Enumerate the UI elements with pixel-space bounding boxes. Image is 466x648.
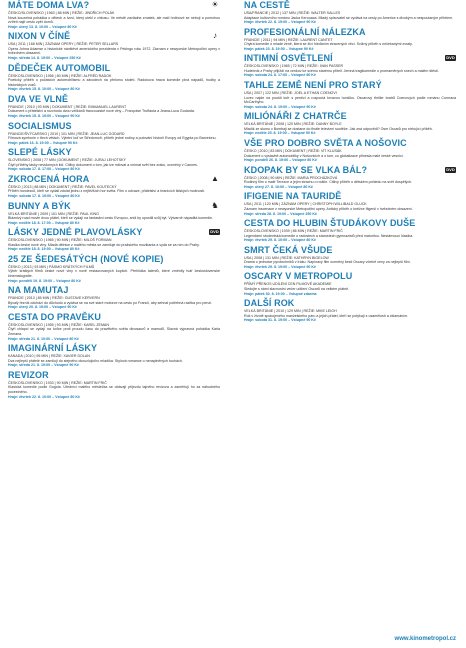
film-entry <box>8 201 220 226</box>
sun-icon: ☀ <box>211 0 219 9</box>
film-title[interactable]: DVA VE VLNĚ <box>8 93 69 104</box>
film-entry <box>8 312 220 341</box>
screening-info: Hraje: středa 14. 8. 19:00 – Vstupné 250 Kč <box>8 55 81 60</box>
box-icon: DVD <box>446 55 455 61</box>
film-meta: FRANCIE/ŠVÝCARSKO | 2010 | 101 MIN | REŽIE: JEAN-LUC GODARD <box>8 131 125 136</box>
screening-info: Hraje: sobota 24. 8. 17:00 – Vstupné 80 Kč <box>244 73 316 78</box>
film-title[interactable]: INTIMNÍ OSVĚTLENÍ <box>244 53 333 64</box>
film-description: Dokument o výstavbě automobilky v Nošovicích a o tom, co globalizace přinesla malé české vesnici. <box>244 153 404 158</box>
screening-info: Hraje: čtvrtek 29. 8. 10:00 – Vstupné 80 Kč <box>244 238 316 243</box>
film-entry <box>8 254 220 283</box>
film-entry <box>244 298 456 323</box>
film-description: Čtyři příběhy lásky nevidomých lidí. Citlivý dokument o tom, jak lze milovat a vnímat svět bez zraku, oceněný v Cannes. <box>8 162 198 167</box>
film-entry <box>8 343 220 368</box>
screening-info: Hraje: pátek 16. 8. 19:00 – Vstupné 90 Kč <box>8 140 78 145</box>
screening-info: Hraje: úterý 27. 8. 10:00 – Vstupné 80 Kč <box>244 184 313 189</box>
film-entry <box>244 111 456 136</box>
film-title[interactable]: CESTA DO PRAVĚKU <box>8 311 101 322</box>
film-title[interactable]: REVIZOR <box>8 369 49 380</box>
film-title[interactable]: 25 ZE ŠEDESÁTÝCH (NOVÉ KOPIE) <box>8 253 164 264</box>
film-meta: USA/FRANCIE | 2012 | 137 MIN | REŽIE: WALTER SALLES <box>244 11 341 15</box>
film-title[interactable]: TAHLE ZEMĚ NENÍ PRO STARÝ <box>244 80 382 91</box>
film-entry <box>8 370 220 399</box>
film-description: Příběh horolezců, kteří se vydali zdolat jednu z nejtěžších hor světa. Film o odvaze, přátelství a hranicích lidských možností. <box>8 189 206 194</box>
screening-info: Hraje: středa 28. 8. 19:00 – Vstupné 250 Kč <box>244 211 317 216</box>
film-description: Dva nejlepší přátelé se zamilují do stejného okouzlujícího mladíka. Stylová romance o nenaplněných touhách. <box>8 358 183 363</box>
film-title[interactable]: SOCIALISMUS <box>8 120 72 131</box>
film-title[interactable]: DALŠÍ ROK <box>244 298 295 309</box>
screening-info: Hraje: čtvrtek 15. 8. 10:00 – Vstupné 80 Kč <box>8 87 80 92</box>
screening-info: Hraje: čtvrtek 22. 8. 19:00 – Vstupné 90 Kč <box>244 20 316 25</box>
film-description: Výběr krátkých filmů české nové vlny v nově restaurovaných kopiích. Přehlídka talentů, které změnily tvář československé kinematografie. <box>8 269 220 279</box>
film-title[interactable]: KDOPAK BY SE VLKA BÁL? <box>244 164 368 175</box>
box-icon: DVD <box>210 229 219 235</box>
film-description: Poetický příběh o počátcích automobilismu a závodech na přelomu století. Radokova hravá komedie plná nápadů, hudby a historických vozů. <box>8 78 220 87</box>
film-meta: ČESKOSLOVENSKO | 1965 | 72 MIN | REŽIE: IVAN PASSER <box>244 64 344 69</box>
film-description: Mladík ze slumu v Bombaji se dostane do finále televizní soutěže. Jak zná odpovědi? Osm Oscarů pro strhující příběh. <box>244 126 433 131</box>
film-entry <box>244 27 456 52</box>
film-entry <box>244 138 456 163</box>
film-description: Dokument o přátelství a rozchodu dvou velikánů francouzské nové vlny – Françoise Truffauta a Jeana-Luca Godarda. <box>8 109 195 114</box>
screening-info: Hraje: čtvrtek 15. 8. 19:00 – Vstupné 90 Kč <box>8 113 80 118</box>
film-title[interactable]: OSCARY V METROPOLU <box>244 271 353 282</box>
screening-info: Hraje: pondělí 19. 8. 19:00 – Vstupné 80 Kč <box>8 278 81 283</box>
film-description: Bláznivý road movie dvou přátel, kteří se vydají na fantaskní cestu Evropou, aniž by opustili svůj byt. Výtvarně nápaditá komedie. <box>8 216 213 221</box>
film-entry <box>8 63 220 92</box>
film-meta: USA | 2011 | 168 MIN | ZÁZNAM OPERY | REŽIE: PETER SELLARS <box>8 42 119 47</box>
screening-info: Hraje: neděle 18. 8. 17:00 – Vstupné 80 Kč <box>8 220 80 225</box>
film-meta: FRANCIE | 2010 | 93 MIN | DOKUMENT | REŽIE: EMMANUEL LAURENT <box>8 104 127 109</box>
film-entry <box>244 245 456 270</box>
film-meta: USA | 2011 | 120 MIN | ZÁZNAM OPERY | CHRISTOPH WILLIBALD GLUCK <box>244 202 367 207</box>
screening-info: Hraje: sobota 24. 8. 19:00 – Vstupné 90 Kč <box>244 104 316 109</box>
film-meta: ČESKO | 2013 | 88 MIN | DOKUMENT | REŽIE: PAVEL KOUTECKÝ <box>8 184 117 189</box>
screening-info: Hraje: pátek 30. 8. 19:00 – Vstupné zdarma <box>244 291 317 296</box>
film-description: Nová kouzelná pohádka o dětech a lvovi, který utekl z cirkusu. Ve městě zavládne zmatek, ale malí hrdinové se nebojí a pomohou zvířeti najít cestu zpět domů. <box>8 15 220 25</box>
film-meta: ČESKOSLOVENSKO | 1955 | 93 MIN | REŽIE: KAREL ZEMAN <box>8 322 109 327</box>
film-entry <box>244 80 456 109</box>
film-meta: PŘÍMÝ PŘENOS UDÍLENÍ CEN FILMOVÉ AKADEMIE <box>244 282 332 287</box>
film-meta: FRANCIE | 2011 | 94 MIN | REŽIE: LAURENT CANTET <box>244 37 333 42</box>
screening-info: Hraje: pátek 23. 8. 19:00 – Vstupné 90 Kč <box>244 46 314 51</box>
film-entry <box>8 147 220 172</box>
screening-info: Hraje: čtvrtek 29. 8. 19:00 – Vstupné 90 Kč <box>244 264 316 269</box>
film-title[interactable]: ZKROCENÁ HORA <box>8 173 90 184</box>
film-entry <box>8 0 220 29</box>
screening-info: Hraje: neděle 25. 8. 19:00 – Vstupné 90 Kč <box>244 131 316 136</box>
screening-info: Hraje: středa 21. 8. 10:00 – Vstupné 80 Kč <box>8 336 79 341</box>
film-meta: ČESKOSLOVENSKO | 1956 | 80 MIN | REŽIE: ALFRÉD RADOK <box>8 73 112 78</box>
screening-info: Hraje: neděle 18. 8. 19:00 – Vstupné 80 Kč <box>8 247 80 252</box>
film-title[interactable]: BUNNY A BÝK <box>8 200 71 211</box>
film-title[interactable]: MÁTE DOMA LVA? <box>8 0 90 10</box>
film-meta: KANADA | 2010 | 95 MIN | REŽIE: XAVIER DOLAN <box>8 354 90 359</box>
film-entry <box>8 121 220 146</box>
film-title[interactable]: IMAGINÁRNÍ LÁSKY <box>8 343 98 354</box>
screening-info: Hraje: čtvrtek 22. 8. 10:00 – Vstupné 80 Kč <box>8 394 80 399</box>
horse-icon: ♞ <box>211 200 219 210</box>
film-description: Hudebník z Prahy přijíždí na venkov ke svému starému příteli. Jemná tragikomedie o promarněných snech a malém štěstí. <box>244 68 439 73</box>
film-entry <box>244 271 456 296</box>
film-title[interactable]: SLEPÉ LÁSKY <box>8 147 72 158</box>
film-meta: ČESKOSLOVENSKO | 1939 | 86 MIN | REŽIE: MARTIN FRIČ <box>244 229 343 234</box>
film-description: Rok v životě spokojeného manželského páru a jejich přátel, kteří se potýkají s osamělostí a zklamáním. <box>244 313 409 318</box>
screening-info: Hraje: pondělí 26. 8. 19:00 – Vstupné 80 Kč <box>244 158 317 163</box>
film-description: Lovec najde na poušti kufr s penězi a rozpoutá krvavou honičku. Oscarový thriller bratrů Coenových podle románu Cormaca McCarthyho. <box>244 95 456 105</box>
film-entry <box>244 53 456 78</box>
film-title[interactable]: CESTA DO HLUBIN ŠTUDÁKOVY DUŠE <box>244 218 416 229</box>
box-icon: DVD <box>446 166 455 172</box>
film-entry <box>8 31 220 60</box>
film-entry <box>8 94 220 119</box>
film-meta: SLOVENSKO | 2008 | 77 MIN | DOKUMENT | REŽIE: JURAJ LEHOTSKÝ <box>8 158 126 163</box>
screening-info: Hraje: sobota 17. 8. 17:00 – Vstupné 80 Kč <box>8 167 80 172</box>
film-title[interactable]: SMRT ČEKÁ VŠUDE <box>244 244 333 255</box>
mountain-icon: ▲ <box>211 173 219 183</box>
film-meta: FRANCIE | 2013 | 85 MIN | REŽIE: GUSTAVE KERVERN <box>8 296 100 301</box>
film-description: Legendární studentská komedie o radostech a starostech gymnazistů před maturitou. Nestárnoucí klasika. <box>244 233 414 238</box>
film-entry <box>8 174 220 199</box>
film-meta: ČESKO | 2008 | 90 MIN | REŽIE: MARIA PROCHÁZKOVÁ <box>244 175 338 180</box>
film-title[interactable]: NIXON V ČÍNĚ <box>8 31 71 42</box>
screening-info: Hraje: úterý 13. 8. 10:00 – Vstupné 80 Kč <box>8 24 77 29</box>
film-description: Sledujte s námi slavnostní večer udílení Oscarů na velkém plátně. <box>244 286 350 291</box>
film-meta: ČESKOSLOVENSKO | 1965 | 90 MIN | REŽIE: MILOŠ FORMAN <box>8 238 112 243</box>
film-meta: USA | 2007 | 122 MIN | REŽIE: JOEL A ETHAN COENOVI <box>244 91 337 96</box>
film-description: Drama o jednotce pyrotechniků v Iráku. Napínavý film oceněný šesti Oscary včetně ceny za nejlepší film. <box>244 260 411 265</box>
film-meta: VELKÁ BRITÁNIE | 2009 | 101 MIN | REŽIE: PAUL KING <box>8 211 99 216</box>
film-description: Bývalý řezník odchází do důchodu a vydává se na své staré motorce na cestu po Francii, aby sehnal potřebná razítka pro penzi. <box>8 300 212 305</box>
film-title[interactable]: NA MAMUTAJ <box>8 285 69 296</box>
screening-info: Hraje: sobota 31. 8. 19:00 – Vstupné 90 Kč <box>244 318 316 323</box>
film-description: Záznam inscenace z newyorské Metropolitní opery. Antický příběh o kněžce Ifigenii v hvězdném obsazení. <box>244 206 413 211</box>
film-title[interactable]: LÁSKY JEDNÉ PLAVOVLÁSKY <box>8 227 143 238</box>
screening-info: Hraje: sobota 17. 8. 19:00 – Vstupné 80 Kč <box>8 194 80 198</box>
left-column <box>8 0 220 401</box>
film-entry <box>8 285 220 310</box>
film-entry <box>244 218 456 243</box>
right-column <box>244 0 456 325</box>
film-entry <box>244 165 456 190</box>
film-description: Chytrá komedie o mladé ženě, která se živí hledáním ztracených věcí. Svižný příběh s nečekanými zvraty. <box>244 42 413 47</box>
film-meta: ČESKOSLOVENSKO | 1933 | 90 MIN | REŽIE: MARTIN FRIČ <box>8 380 107 385</box>
film-entry <box>244 191 456 216</box>
film-meta: ČESKO | 2013 | 93 MIN | PÁSMO KRÁTKÝCH FILMŮ <box>8 264 95 269</box>
film-meta: USA | 2008 | 131 MIN | REŽIE: KATHRYN BIGELOW <box>244 255 329 260</box>
website-link[interactable]: www.kinometropol.cz <box>394 636 456 642</box>
film-title[interactable]: VŠE PRO DOBRO SVĚTA A NOŠOVIC <box>244 138 407 149</box>
film-title[interactable]: MILIÓNÁŘI Z CHATRČE <box>244 111 347 122</box>
film-description: Opera Johna Adamse o historické návštěvě amerického prezidenta v Pekingu roku 1972. Záznam z newyorské Metropolitní opery v hvězdném obsazení. <box>8 46 220 56</box>
film-meta: ČESKO | 2010 | 83 MIN | DOKUMENT | REŽIE: VÍT KLUSÁK <box>244 149 342 154</box>
film-description: Klasická komedie podle Gogola. Úředníci malého městečka se obávají příjezdu tajného revizora a zaměňují ho za náhodného pocestného. <box>8 385 220 394</box>
film-description: Rodinný film o malé Terezce a jejím strachu o rodiče. Citlivý příběh o dětském pohledu na svět dospělých. <box>244 180 413 185</box>
film-meta: VELKÁ BRITÁNIE | 2010 | 129 MIN | REŽIE: MIKE LEIGH <box>244 309 337 314</box>
film-description: Klasika české nové vlny. Mladá dělnice z malého města se zamiluje do pražského muzikanta a vydá se za ním do Prahy. <box>8 242 200 247</box>
film-title[interactable]: PROFESIONÁLNÍ NÁLEZKA <box>244 26 366 37</box>
film-title[interactable]: DĚDEČEK AUTOMOBIL <box>8 62 111 73</box>
film-description: Adaptace kultovního románu Jacka Kerouaca. Mladý spisovatel se vydává na cesty po Americe s divokým a nespoutaným přítelem. <box>244 15 454 20</box>
film-entry <box>244 0 456 25</box>
film-title[interactable]: NA CESTĚ <box>244 0 290 10</box>
film-title[interactable]: IFIGENIE NA TAURIDĚ <box>244 191 342 202</box>
film-description: Filmová symfonie v třech větách. Výletní loď ve Středomoří, příběh jedné rodiny a putování historií Evropy od Egypta po Barcelonu. <box>8 136 217 141</box>
screening-info: Hraje: úterý 20. 8. 19:00 – Vstupné 90 Kč <box>8 305 77 310</box>
film-description: Čtyři chlapci se vydají na loďce proti proudu času do pravěkého světa dinosaurů a mamutů. Slavná výpravná pohádka Karla Zemana. <box>8 327 220 337</box>
screening-info: Hraje: středa 21. 8. 19:00 – Vstupné 90 Kč <box>8 363 79 368</box>
film-meta: VELKÁ BRITÁNIE | 2008 | 120 MIN | REŽIE: DANNY BOYLE <box>244 122 342 127</box>
film-meta: ČESKO/SLOVENSKO | 1963 | 88 MIN | REŽIE: JINDŘICH POLÁK <box>8 11 115 15</box>
film-entry <box>8 227 220 252</box>
note-icon: ♪ <box>213 31 217 41</box>
